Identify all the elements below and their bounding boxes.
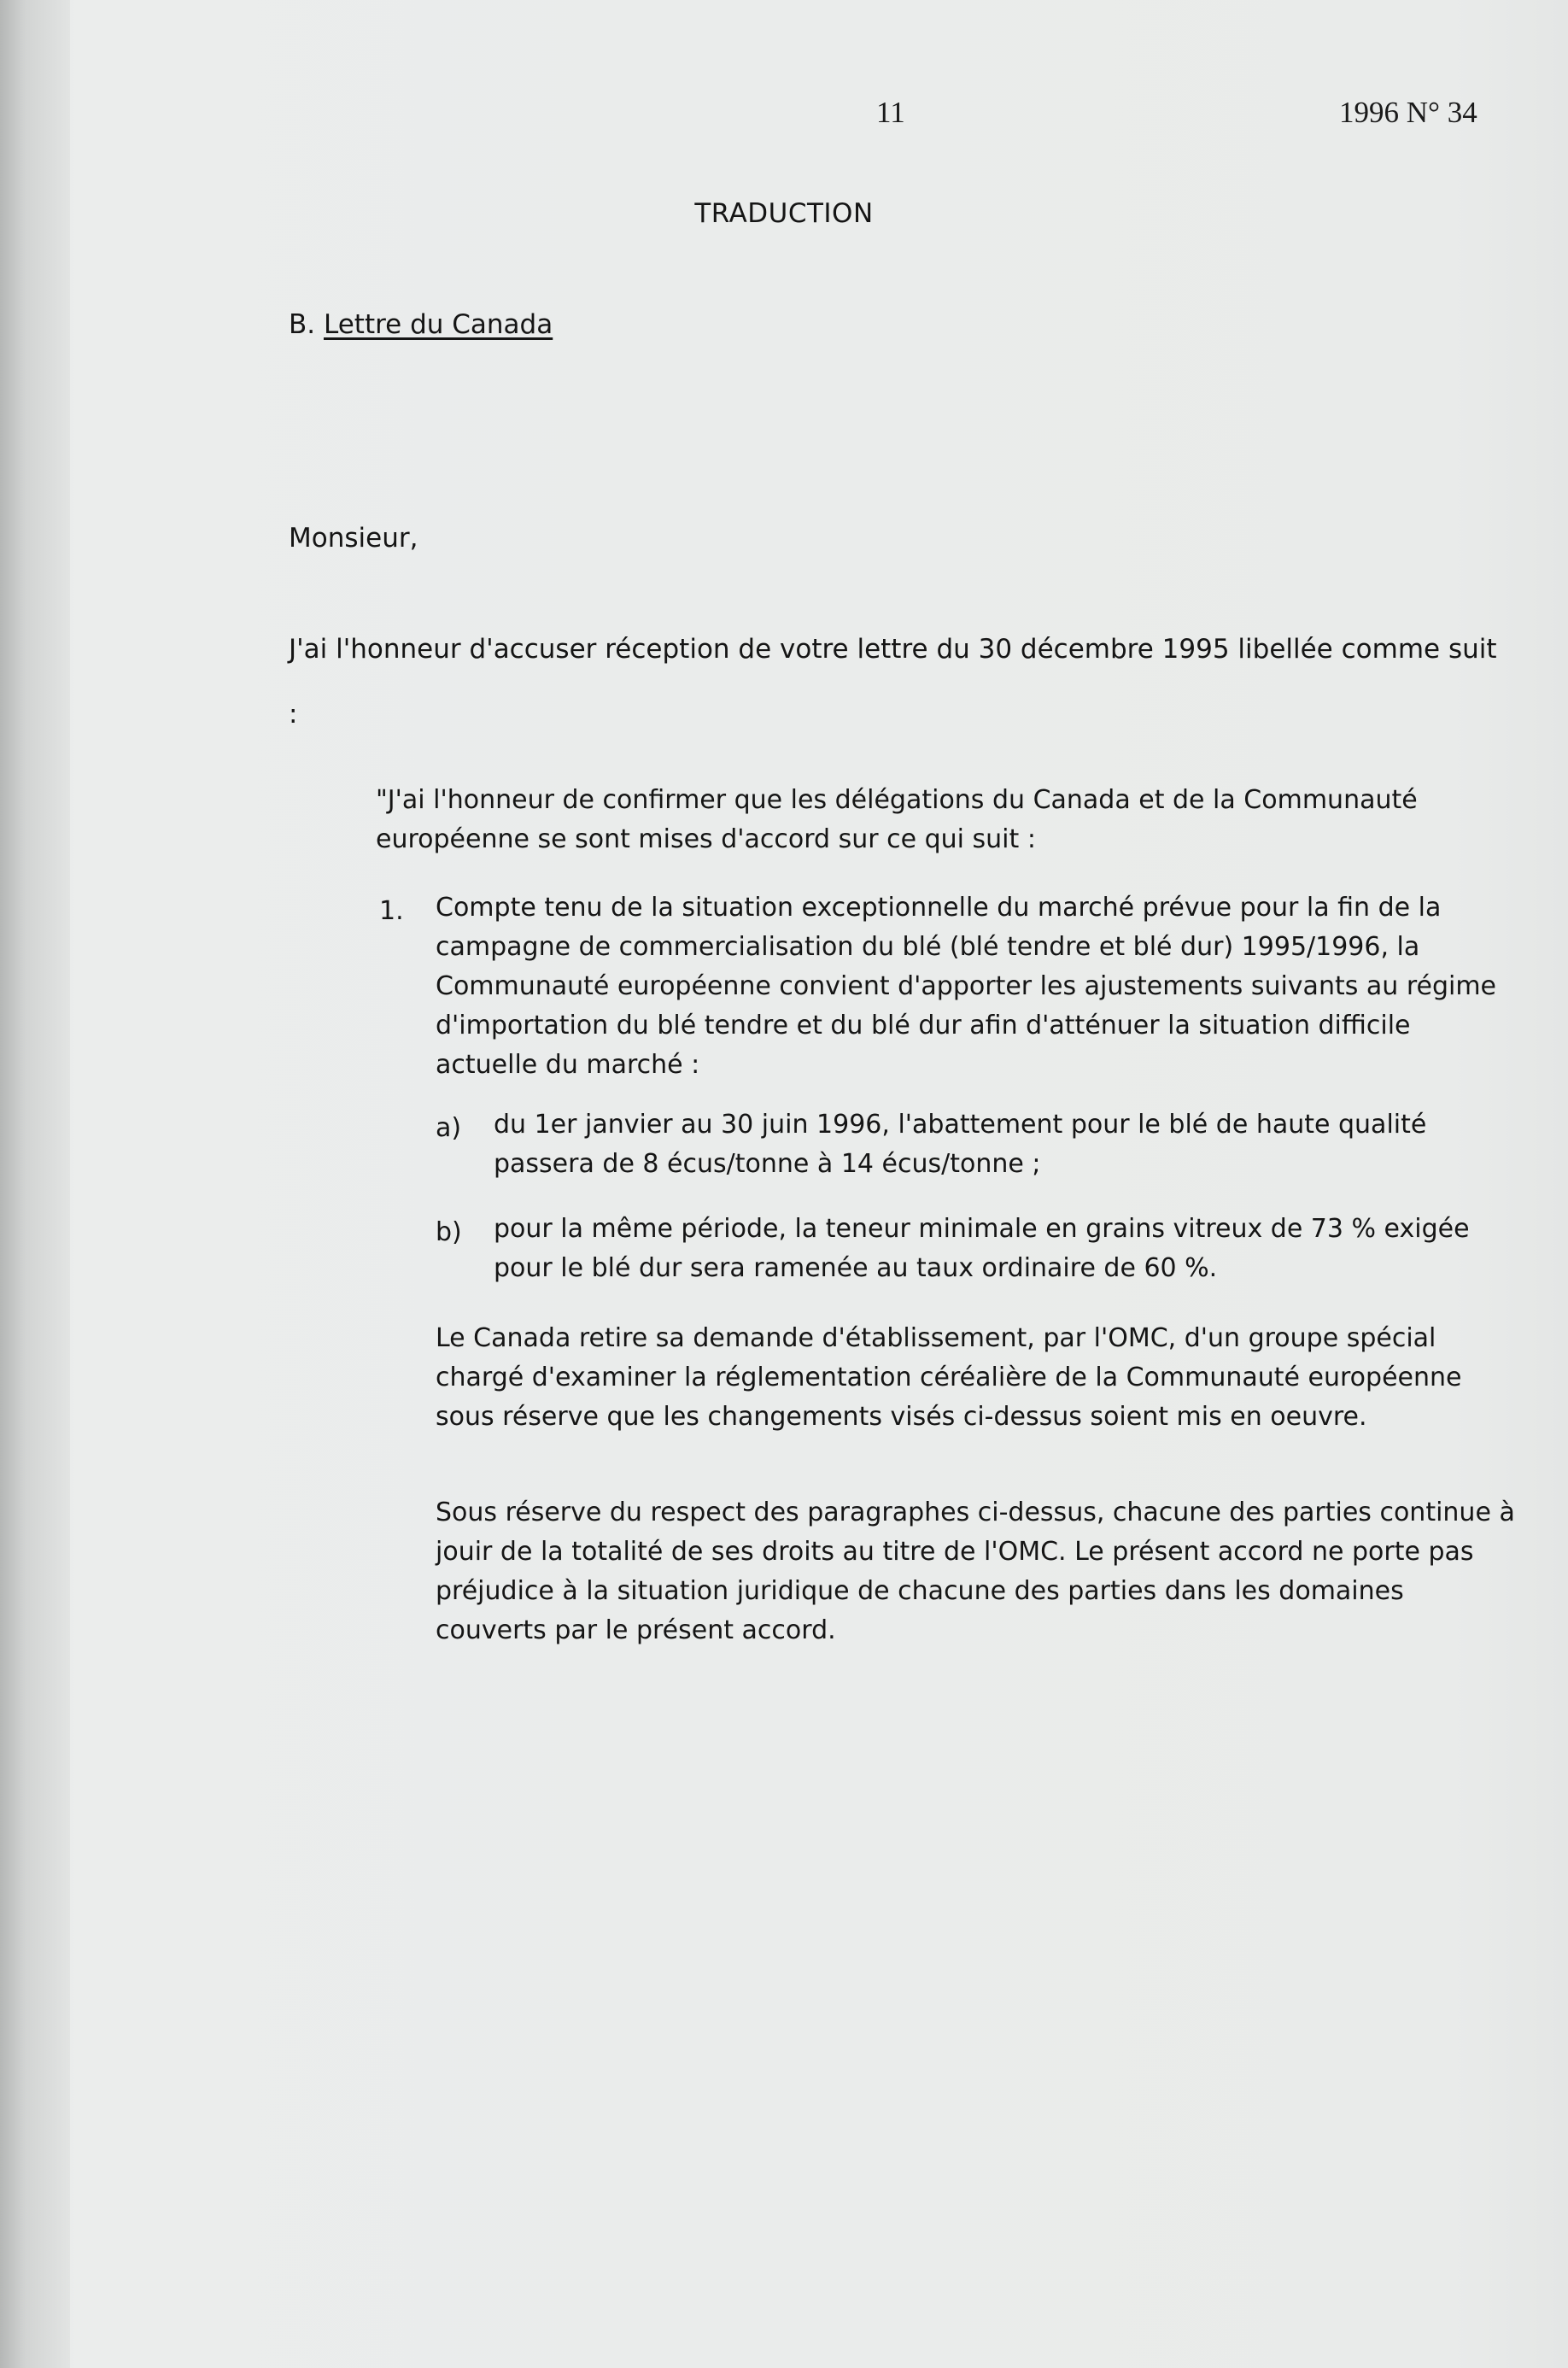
salutation: Monsieur, xyxy=(289,523,418,554)
binding-edge xyxy=(0,0,70,2368)
item-b-text: pour la même période, la teneur minimale en grains vitreux de 73 % exigée pour le blé dur sera ramenée au taux ordinaire de 60 %. xyxy=(494,1214,1470,1283)
canada-paragraph: Le Canada retire sa demande d'établissement, par l'OMC, d'un groupe spécial chargé d'examiner la réglementation céréalière de la Communauté européenne sous réserve que les changements visés ci-dessus soient mis en oeuvre. xyxy=(436,1323,1462,1432)
page-number: 11 xyxy=(876,96,905,129)
item-a-text: du 1er janvier au 30 juin 1996, l'abattement pour le blé de haute qualité passera de 8 écus/tonne à 14 écus/tonne ; xyxy=(494,1110,1427,1179)
journal-reference: 1996 N° 34 xyxy=(1339,96,1477,129)
intro-paragraph: J'ai l'honneur d'accuser réception de votre lettre du 30 décembre 1995 libellée comme suit : xyxy=(289,634,1497,730)
section-title: Lettre du Canada xyxy=(323,309,553,340)
item-1-number: 1. xyxy=(379,896,404,926)
item-a-label: a) xyxy=(436,1113,462,1143)
item-1-text: Compte tenu de la situation exceptionnelle du marché prévue pour la fin de la campagne de commercialisation du blé (blé tendre et blé dur) 1995/1996, la Communauté européenne convient d'apporter les ajustements suivants au régime d'importation du blé tendre et du blé dur afin d'atténuer la situation difficile actuelle du marché : xyxy=(436,893,1497,1080)
item-b-label: b) xyxy=(436,1217,462,1247)
quote-intro: "J'ai l'honneur de confirmer que les délégations du Canada et de la Communauté européenne se sont mises d'accord sur ce qui suit : xyxy=(376,785,1418,854)
section-heading xyxy=(289,309,553,340)
document-title: TRADUCTION xyxy=(694,198,874,229)
rights-paragraph: Sous réserve du respect des paragraphes ci-dessus, chacune des parties continue à jouir de la totalité de ses droits au titre de l'OMC. Le présent accord ne porte pas préjudice à la situation juridique de chacune des parties dans les domaines couverts par le présent accord. xyxy=(436,1498,1515,1645)
section-prefix: B. xyxy=(289,309,324,340)
